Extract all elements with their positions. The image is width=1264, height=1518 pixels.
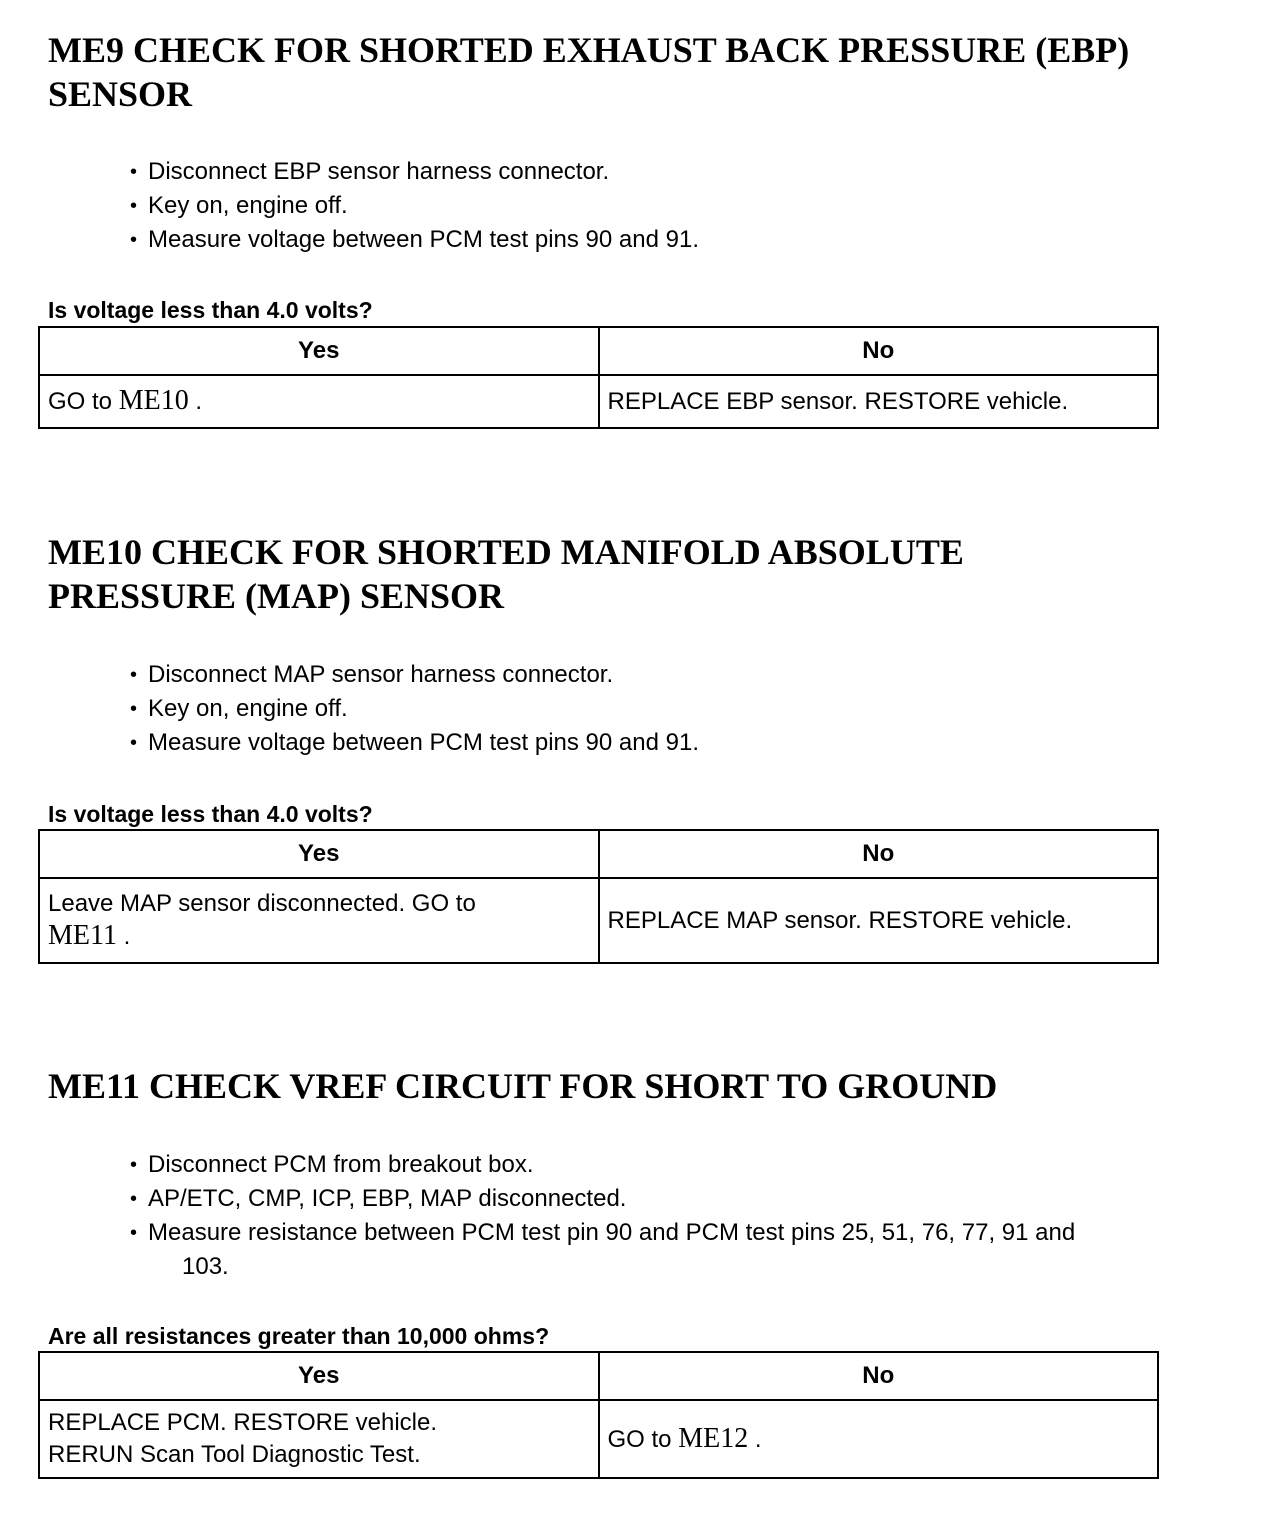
no-header: No (599, 1352, 1159, 1400)
suffix: . (123, 923, 131, 950)
step-item: • Disconnect MAP sensor harness connector. (130, 658, 1230, 692)
question: Is voltage less than 4.0 volts? (48, 801, 373, 827)
yes-text: REPLACE PCM. RESTORE vehicle. (48, 1409, 438, 1436)
section-title: ME11 CHECK VREF CIRCUIT FOR SHORT TO GROUND (48, 1066, 998, 1106)
step-text-continued: 103. (182, 1253, 229, 1280)
yes-header: Yes (39, 1352, 599, 1400)
goto-link-me11[interactable]: ME11 (48, 920, 117, 951)
yes-text-2: RERUN Scan Tool Diagnostic Test. (48, 1441, 421, 1468)
question: Is voltage less than 4.0 volts? (48, 297, 373, 323)
step-item: • Key on, engine off. (130, 189, 1230, 223)
goto-link-me10[interactable]: ME10 (118, 385, 189, 416)
suffix: . (754, 1425, 762, 1453)
step-list (130, 155, 1230, 257)
no-text: GO to (607, 1425, 672, 1453)
suffix: . (195, 388, 203, 415)
yes-header: Yes (39, 327, 599, 375)
decision-table (38, 1351, 1159, 1479)
step-list (130, 1148, 1230, 1284)
no-header: No (599, 327, 1159, 375)
step-item: • Key on, engine off. (130, 692, 1230, 726)
no-cell: REPLACE EBP sensor. RESTORE vehicle. (599, 375, 1159, 428)
step-list (130, 658, 1230, 760)
step-item (130, 1216, 1230, 1284)
yes-text: Leave MAP sensor disconnected. GO to (48, 890, 476, 917)
step-item: • Measure voltage between PCM test pins 90 and 91. (130, 223, 1230, 257)
goto-link-me12[interactable]: ME12 (678, 1422, 749, 1454)
no-cell (599, 1400, 1159, 1478)
yes-cell (39, 1400, 599, 1478)
no-cell: REPLACE MAP sensor. RESTORE vehicle. (599, 878, 1159, 963)
step-item: • Disconnect EBP sensor harness connector. (130, 155, 1230, 189)
yes-text: GO to (48, 388, 113, 415)
step-item: • AP/ETC, CMP, ICP, EBP, MAP disconnected. (130, 1182, 1230, 1216)
section-title: ME9 CHECK FOR SHORTED EXHAUST BACK PRESSURE (EBP) SENSOR (48, 30, 1130, 114)
step-text: Measure resistance between PCM test pin 90 and PCM test pins 25, 51, 76, 77, 91 and (148, 1219, 1076, 1246)
question: Are all resistances greater than 10,000 ohms? (48, 1323, 550, 1349)
decision-table (38, 829, 1159, 964)
yes-cell (39, 878, 599, 963)
yes-header: Yes (39, 830, 599, 878)
no-header: No (599, 830, 1159, 878)
step-item: • Measure voltage between PCM test pins 90 and 91. (130, 726, 1230, 760)
yes-cell (39, 375, 599, 428)
section-title: ME10 CHECK FOR SHORTED MANIFOLD ABSOLUTE PRESSURE (MAP) SENSOR (48, 532, 964, 616)
step-item: • Disconnect PCM from breakout box. (130, 1148, 1230, 1182)
decision-table (38, 326, 1159, 429)
